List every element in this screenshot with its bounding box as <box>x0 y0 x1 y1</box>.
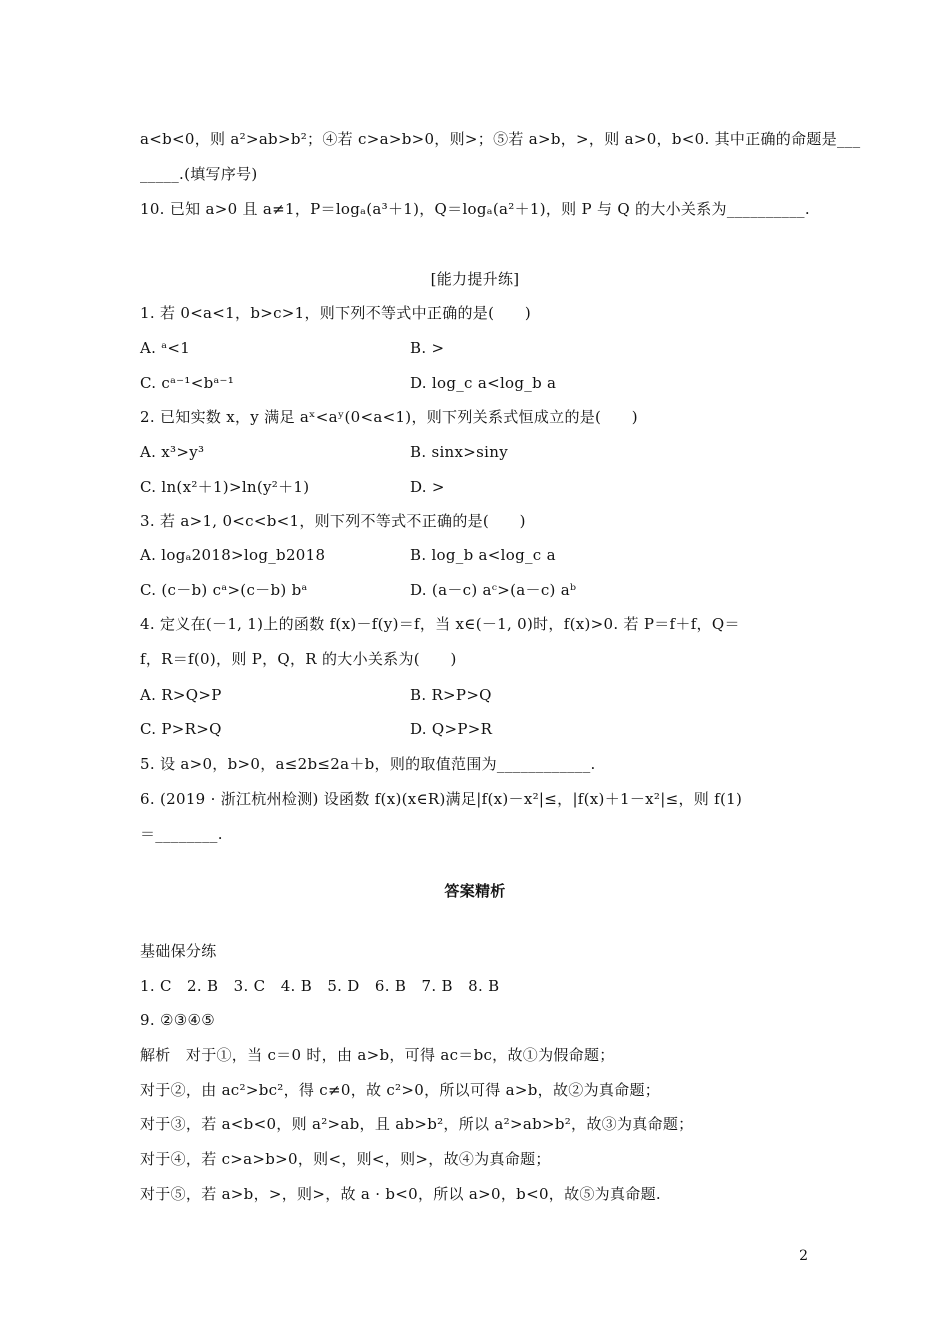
answer-line-2: 9. ②③④⑤ <box>140 1011 215 1029</box>
q2-option-b: B. sinx>siny <box>410 443 508 461</box>
line-top-1: a<b<0，则 a²>ab>b²；④若 c>a>b>0，则>；⑤若 a>b，>，则 a>0，b<0. 其中正确的命题是___ <box>140 130 861 148</box>
question-5: 5. 设 a>0，b>0，a≤2b≤2a＋b，则的取值范围为____________. <box>140 755 596 773</box>
answer-explanation-5: 对于⑤，若 a>b，>，则>，故 a · b<0，所以 a>0，b<0，故⑤为真命题. <box>140 1185 661 1203</box>
question-10: 10. 已知 a>0 且 a≠1，P＝logₐ(a³＋1)，Q＝logₐ(a²＋1)，则 P 与 Q 的大小关系为__________. <box>140 200 810 218</box>
q2-option-d: D. > <box>410 478 445 496</box>
answer-explanation-1: 解析 对于①，当 c＝0 时，由 a>b，可得 ac＝bc，故①为假命题； <box>140 1046 615 1064</box>
q1-option-b: B. > <box>410 339 445 357</box>
q4-option-d: D. Q>P>R <box>410 720 493 738</box>
answer-line-1: 1. C 2. B 3. C 4. B 5. D 6. B 7. B 8. B <box>140 977 500 995</box>
answer-explanation-2: 对于②，由 ac²>bc²，得 c≠0，故 c²>0，所以可得 a>b，故②为真命题； <box>140 1081 661 1099</box>
question-6-line-1: 6. (2019 · 浙江杭州检测) 设函数 f(x)(x∈R)满足|f(x)－x²|≤，|f(x)＋1－x²|≤，则 f(1) <box>140 790 743 808</box>
answer-explanation-3: 对于③，若 a<b<0，则 a²>ab，且 ab>b²，所以 a²>ab>b²，故③为真命题； <box>140 1115 694 1133</box>
answer-explanation-4: 对于④，若 c>a>b>0，则<，则<，则>，故④为真命题； <box>140 1150 551 1168</box>
q3-option-b: B. log_b a<log_c a <box>410 546 556 564</box>
q4-option-c: C. P>R>Q <box>140 720 222 738</box>
answer-section-label: 基础保分练 <box>140 942 217 960</box>
q2-option-c: C. ln(x²＋1)>ln(y²＋1) <box>140 478 310 496</box>
q4-option-a: A. R>Q>P <box>140 686 222 704</box>
question-4-line-1: 4. 定义在(－1, 1)上的函数 f(x)－f(y)＝f，当 x∈(－1, 0)时，f(x)>0. 若 P＝f＋f，Q＝ <box>140 615 740 633</box>
section-title: [能力提升练] <box>430 270 520 288</box>
q3-option-c: C. (c－b) cᵃ>(c－b) bᵃ <box>140 581 308 599</box>
question-4-line-2: f，R＝f(0)，则 P，Q，R 的大小关系为( ) <box>140 650 457 668</box>
q4-option-b: B. R>P>Q <box>410 686 492 704</box>
q2-option-a: A. x³>y³ <box>140 443 205 461</box>
question-1: 1. 若 0<a<1，b>c>1，则下列不等式中正确的是( ) <box>140 304 532 322</box>
question-2: 2. 已知实数 x，y 满足 aˣ<aʸ(0<a<1)，则下列关系式恒成立的是( ) <box>140 408 638 426</box>
answer-title: 答案精析 <box>444 882 506 900</box>
q1-option-a: A. ᵃ<1 <box>140 339 191 357</box>
line-top-2: _____.(填写序号) <box>140 165 258 183</box>
page-number: 2 <box>799 1248 808 1264</box>
q1-option-d: D. log_c a<log_b a <box>410 374 557 392</box>
question-3: 3. 若 a>1, 0<c<b<1，则下列不等式不正确的是( ) <box>140 512 526 530</box>
q3-option-a: A. logₐ2018>log_b2018 <box>140 546 326 564</box>
q3-option-d: D. (a－c) aᶜ>(a－c) aᵇ <box>410 581 577 599</box>
question-6-line-2: ＝________. <box>140 825 223 843</box>
q1-option-c: C. cᵃ⁻¹<bᵃ⁻¹ <box>140 374 235 392</box>
